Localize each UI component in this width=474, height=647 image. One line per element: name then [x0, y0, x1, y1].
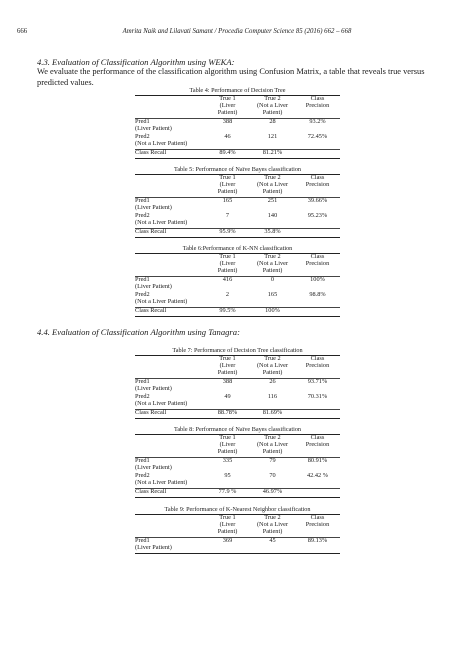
intro-line-1: We evaluate the performance of the classification algorithm using Confusion Matrix, a table that reveals true versus [37, 67, 425, 76]
col-true1-header: True 1 (Liver Patient) [205, 435, 250, 458]
table-caption: Table 9: Performance of K-Nearest Neighbor classification [135, 505, 340, 515]
confusion-matrix [135, 254, 340, 317]
table-caption: Table 4: Performance of Decision Tree [135, 86, 340, 96]
confusion-matrix [135, 356, 340, 419]
section-heading-tanagra: 4.4. Evaluation of Classification Algorithm using Tanagra: [37, 327, 240, 337]
table-row-class-recall: Class Recall 88.78% 81.69% [135, 410, 340, 419]
col-precision-header: Class Precision [295, 96, 340, 119]
col-true1-header: True 1 (Liver Patient) [205, 515, 250, 538]
col-true1-header: True 1 (Liver Patient) [205, 175, 250, 198]
table-row-class-recall: Class Recall 89.4% 81.21% [135, 150, 340, 159]
page-number: 666 [17, 28, 28, 35]
confusion-matrix [135, 435, 340, 498]
col-true2-header: True 2 (Not a Liver Patient) [250, 435, 295, 458]
col-true2-header: True 2 (Not a Liver Patient) [250, 96, 295, 119]
table-row-pred1: Pred1 (Liver Patient) 388 28 93.2% [135, 118, 326, 132]
table-row-pred1: Pred1 (Liver Patient) 369 45 89.13% [135, 538, 340, 554]
running-title: Amrita Naik and Lilavati Samant / Procedia Computer Science 85 (2016) 662 – 668 [122, 28, 352, 35]
table-row-pred2: Pred2 (Not a Liver Patient) 2 165 98.8% [135, 291, 326, 305]
intro-paragraph [37, 67, 457, 88]
table-header-row [135, 356, 340, 379]
col-precision-header: Class Precision [295, 515, 340, 538]
col-true2-header: True 2 (Not a Liver Patient) [250, 175, 295, 198]
table-row-class-recall: Class Recall 77.9 % 46.97% [135, 489, 340, 498]
table-row-pred2: Pred2 (Not a Liver Patient) 49 116 70.31% [135, 393, 328, 407]
table-8 [135, 425, 340, 498]
table-row-pred1: Pred1 (Liver Patient) 335 79 80.91% [135, 457, 328, 471]
table-caption: Table 5: Performance of Naïve Bayes classification [135, 165, 340, 175]
table-9 [135, 505, 340, 554]
col-true2-header: True 2 (Not a Liver Patient) [250, 254, 295, 277]
table-5 [135, 165, 340, 238]
table-header-row [135, 435, 340, 458]
table-header-row [135, 175, 340, 198]
table-header-row [135, 515, 340, 538]
table-row-pred2: Pred2 (Not a Liver Patient) 95 70 42.42 % [135, 472, 328, 486]
table-row-pred2: Pred2 (Not a Liver Patient) 46 121 72.45% [135, 133, 328, 147]
table-row-pred1: Pred1 (Liver Patient) 416 0 100% [135, 276, 325, 290]
table-row-class-recall: Class Recall 99.5% 100% [135, 308, 340, 317]
table-caption: Table 8: Performance of Naïve Bayes classification [135, 425, 340, 435]
table-caption: Table 6:Performance of K-NN classification [135, 244, 340, 254]
intro-line-2: predicted values. [37, 77, 94, 87]
col-true1-header: True 1 (Liver Patient) [205, 254, 250, 277]
table-caption: Table 7: Performance of Decision Tree classification [135, 346, 340, 356]
table-row-pred1: Pred1 (Liver Patient) 388 26 93.71% [135, 378, 328, 392]
table-6 [135, 244, 340, 317]
table-row-pred2: Pred2 (Not a Liver Patient) 7 140 95.23% [135, 212, 328, 226]
col-true1-header: True 1 (Liver Patient) [205, 356, 250, 379]
table-row-pred1: Pred1 (Liver Patient) 165 251 39.66% [135, 197, 328, 211]
col-precision-header: Class Precision [295, 175, 340, 198]
col-true1-header: True 1 (Liver Patient) [205, 96, 250, 119]
section-heading-weka: 4.3. Evaluation of Classification Algorithm using WEKA: [37, 57, 235, 67]
table-header-row [135, 254, 340, 277]
confusion-matrix [135, 175, 340, 238]
table-row-class-recall: Class Recall 95.9% 35.8% [135, 229, 340, 238]
col-true2-header: True 2 (Not a Liver Patient) [250, 356, 295, 379]
table-7 [135, 346, 340, 419]
col-precision-header: Class Precision [295, 435, 340, 458]
table-4 [135, 86, 340, 159]
page-header [0, 28, 474, 40]
table-header-row [135, 96, 340, 119]
col-true2-header: True 2 (Not a Liver Patient) [250, 515, 295, 538]
col-precision-header: Class Precision [295, 356, 340, 379]
confusion-matrix [135, 96, 340, 159]
col-precision-header: Class Precision [295, 254, 340, 277]
confusion-matrix [135, 515, 340, 554]
